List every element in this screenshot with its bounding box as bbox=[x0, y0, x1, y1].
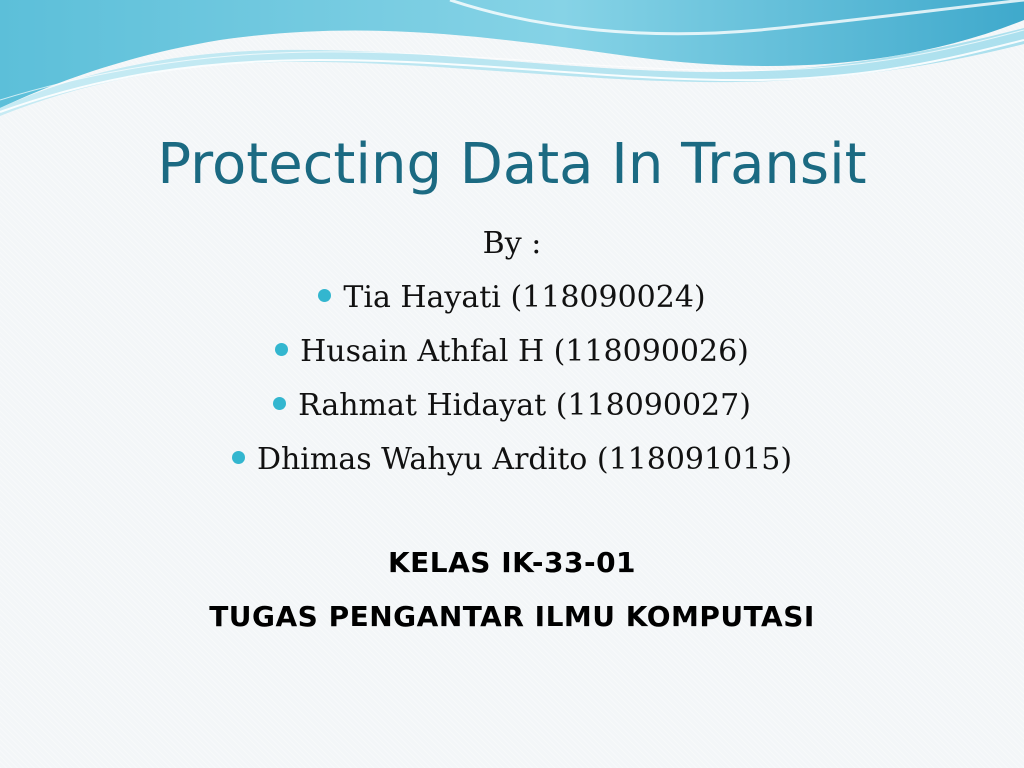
author-item bbox=[0, 384, 1024, 438]
bullet-icon bbox=[232, 451, 245, 464]
bullet-icon bbox=[318, 289, 331, 302]
author-name: Tia Hayati (118090024) bbox=[343, 280, 706, 315]
author-item bbox=[0, 276, 1024, 330]
author-name: Husain Athfal H (118090026) bbox=[300, 334, 749, 369]
class-label: KELAS IK-33-01 bbox=[387, 546, 637, 579]
by-label: By : bbox=[482, 226, 542, 261]
header-wave-decoration bbox=[0, 0, 1024, 130]
author-list bbox=[0, 276, 1024, 492]
slide-title: Protecting Data In Transit bbox=[157, 132, 867, 197]
author-item bbox=[0, 330, 1024, 384]
bullet-icon bbox=[275, 343, 288, 356]
course-label: TUGAS PENGANTAR ILMU KOMPUTASI bbox=[209, 600, 815, 633]
author-name: Rahmat Hidayat (118090027) bbox=[298, 388, 751, 423]
bullet-icon bbox=[273, 397, 286, 410]
author-item bbox=[0, 438, 1024, 492]
author-name: Dhimas Wahyu Ardito (118091015) bbox=[256, 442, 793, 477]
